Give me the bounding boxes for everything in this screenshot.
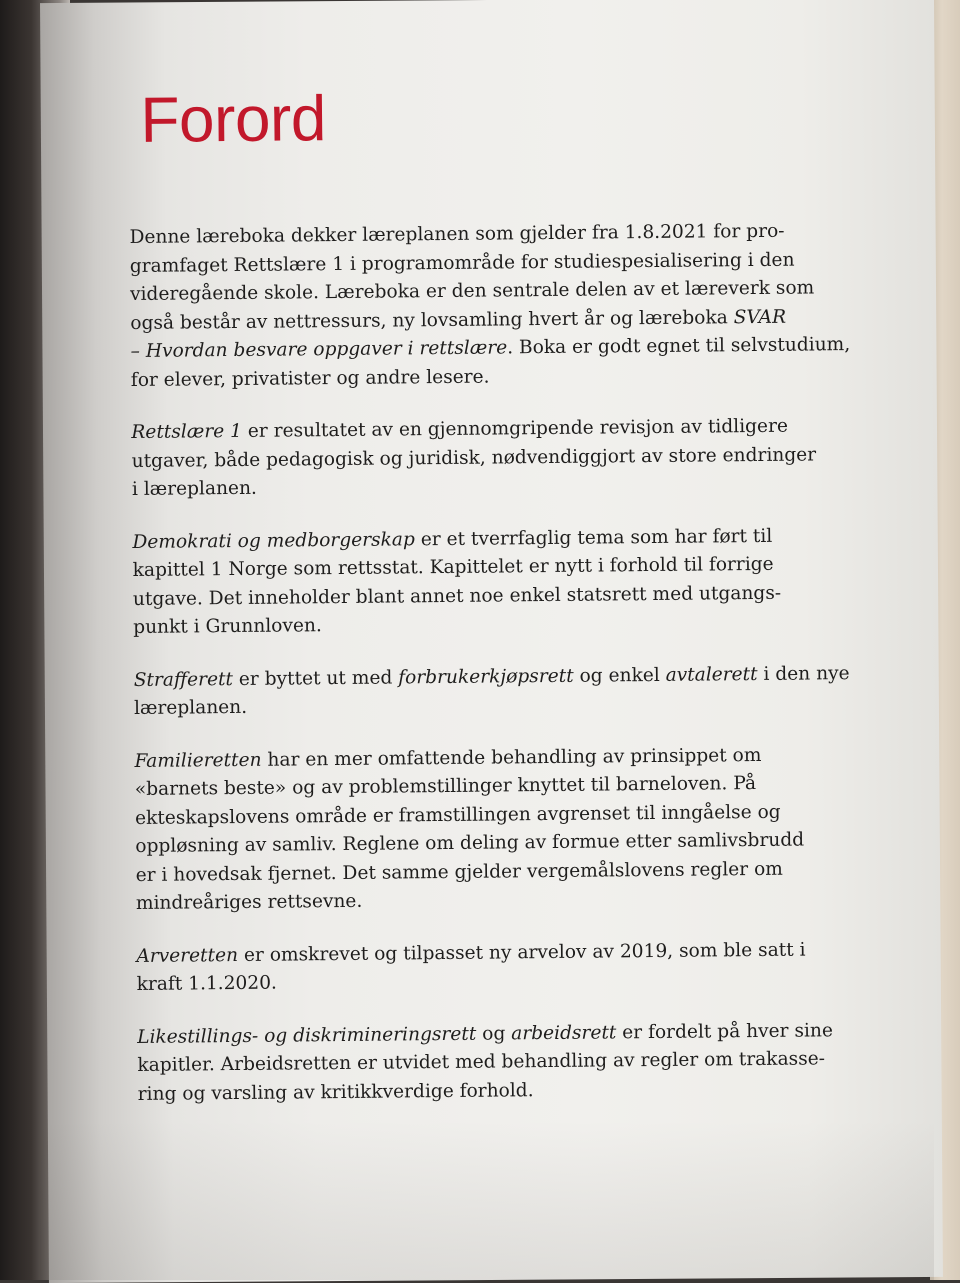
italic-text: Familieretten [134,749,262,772]
text-run: gramfaget Rettslære 1 i programområde for studiespesialisering i den [129,249,795,277]
italic-text: Strafferett [133,668,234,691]
text-run: for elever, privatister og andre lesere. [130,366,490,391]
paragraph [134,660,850,724]
preface-body [129,217,852,1109]
text-run: oppløsning av samliv. Reglene om deling av formue etter samlivsbrudd [135,829,805,857]
text-run: også består av nettressurs, ny lovsamling hvert år og læreboka [130,306,734,334]
italic-text: Likestillings- og diskrimineringsrett [137,1023,477,1048]
text-run: er resultatet av en gjennomgripende revisjon av tidligere [241,415,789,442]
text-run: utgave. Det inneholder blant annet noe enkel statsrett med utgangs- [132,582,782,610]
text-run: kapitler. Arbeidsretten er utvidet med behandling av regler om trakasse- [137,1048,826,1076]
text-run: i læreplanen. [131,477,258,500]
italic-text: Rettslære 1 [131,420,243,443]
paragraph [134,741,851,919]
text-run: i den nye [757,662,850,685]
text-run: ekteskapslovens område er framstillingen avgrenset til inngåelse og [134,801,781,829]
text-run: er omskrevet og tilpasset ny arvelov av 2019, som ble satt i [237,939,806,966]
text-line [134,688,849,723]
text-run: ring og varsling av kritikkverdige forhold. [137,1079,534,1105]
paragraph [132,522,848,643]
text-run: «barnets beste» og av problemstillinger knyttet til barneloven. På [134,773,757,800]
text-run: mindreåriges rettsevne. [135,890,363,914]
text-line [137,964,852,999]
text-run: kraft 1.1.2020. [136,972,277,995]
text-run: har en mer omfattende behandling av prinsippet om [261,744,762,771]
paragraph [129,217,851,395]
italic-text: arbeidsrett [511,1021,617,1044]
text-run: Denne læreboka dekker læreplanen som gjelder fra 1.8.2021 for pro- [129,220,785,248]
text-run: utgaver, både pedagogisk og juridisk, nødvendiggjort av store endringer [131,443,817,472]
text-line [133,607,848,642]
page-content [128,73,853,1133]
text-run: punkt i Grunnloven. [133,615,322,638]
page-title: Forord [140,82,327,156]
italic-text: forbrukerkjøpsrett [398,665,574,688]
italic-text: Arveretten [136,944,239,967]
text-run: er byttet ut med [232,666,399,690]
text-run: er fordelt på hver sine [616,1019,833,1043]
italic-text: avtalerett [665,663,758,686]
paragraph [136,936,852,1000]
text-run: og enkel [573,664,666,687]
italic-text: – Hvordan besvare oppgaver i rettslære [130,337,508,362]
paragraph [137,1017,853,1109]
text-run: kapittel 1 Norge som rettsstat. Kapittelet er nytt i forhold til forrige [132,553,774,581]
text-line [132,469,847,504]
paragraph [131,412,847,504]
italic-text: Demokrati og medborgerskap [132,528,415,553]
text-run: . Boka er godt egnet til selvstudium, [507,334,851,359]
text-run: er et tverrfaglig tema som har ført til [414,525,773,550]
text-run: videregående skole. Læreboka er den sentrale delen av et læreverk som [129,277,815,305]
text-run: og [476,1022,512,1045]
italic-text: SVAR [733,306,787,328]
text-line [136,883,851,918]
text-run: læreplanen. [133,696,248,719]
text-run: er i hovedsak fjernet. Det samme gjelder vergemålslovens regler om [135,858,783,886]
